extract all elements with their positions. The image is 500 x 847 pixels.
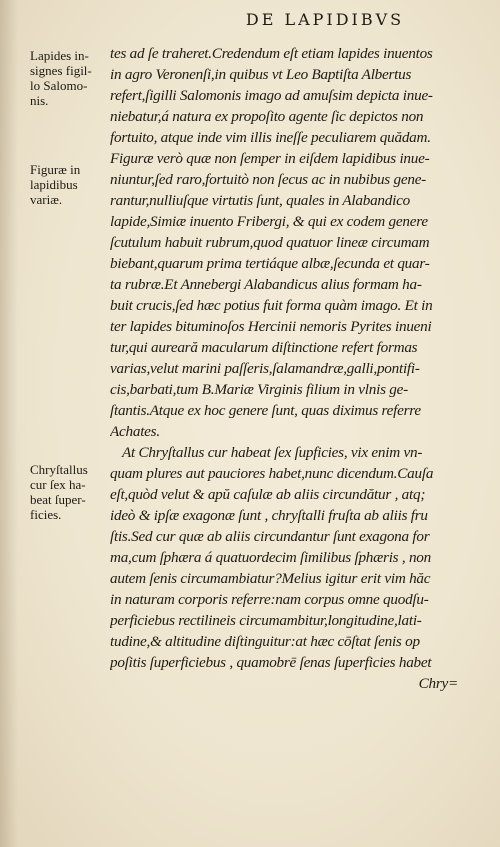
running-head: DE LAPIDIBVS [245, 10, 405, 29]
text-line: poſitis ſuperficiebus , quamobrē ſenas ſuperficies habet [110, 654, 432, 671]
text-line: tur,qui aureară macularum diſtinctione refert formas [110, 339, 418, 356]
margin-note-line: variæ. [30, 192, 63, 207]
text-line: ter lapides bituminoſos Hercinii nemoris Pyrites inueni [110, 318, 432, 335]
text-line: cis,barbati,tum B.Mariæ Virginis filium in vlnis ge- [110, 381, 408, 398]
text-line: Achates. [110, 423, 160, 440]
text-line: ſtis.Sed cur quæ ab aliis circundantur ſunt exagona for [110, 528, 430, 545]
text-line: ſcutulum habuit rubrum,quod quatuor lineæ circumam [110, 234, 430, 251]
text-line: At Chryſtallus cur habeat ſex ſupficies, vix enim vn- [122, 444, 423, 461]
margin-note-figurae [30, 162, 112, 207]
text-line: quam plures aut pauciores habet,nunc dicendum.Cauſa [110, 465, 434, 482]
text-line: ta rubræ.Et Annebergi Alabandicus alius formam ha- [110, 276, 422, 293]
margin-note-line: lo Salomo- [30, 78, 88, 93]
text-line: varias,velut marini paſſeris,ſalamandræ,galli,pontifi- [110, 360, 420, 377]
margin-note-line: ficies. [30, 507, 62, 522]
margin-note-line: cur ſex ha- [30, 477, 86, 492]
margin-note-line: Chryſtallus [30, 462, 88, 477]
text-line: autem ſenis circumambiatur?Melius igitur erit vim hăc [110, 570, 431, 587]
gutter-shadow [0, 0, 18, 847]
text-line: perficiebus rectilineis circumambitur,longitudine,lati- [110, 612, 422, 629]
margin-note-line: lapidibus [30, 177, 78, 192]
text-line: rantur,nulliuſque virtutis ſunt, quales in Alabandico [110, 192, 410, 209]
text-line: biebant,quarum prima tertiáque albæ,ſecunda et quar- [110, 255, 430, 272]
text-line: buit crucis,ſed hæc potius fuit forma quàm imago. Et in [110, 297, 433, 314]
text-line: ma,cum ſphæra á quatuordecim ſimilibus ſphæris , non [110, 549, 431, 566]
body-text [110, 43, 470, 694]
catchword: Chry= [418, 675, 458, 692]
margin-note-line: Figuræ in [30, 162, 81, 177]
margin-note-sigillum [30, 48, 112, 108]
text-line: in naturam corporis referre:nam corpus omne quodſu- [110, 591, 429, 608]
text-line: lapide,Simiæ inuento Fribergi, & qui ex codem genere [110, 213, 428, 230]
margin-note-line: Lapides in- [30, 48, 89, 63]
text-line: tudine,& altitudine diſtinguitur:at hæc cōſtat ſenis op [110, 633, 420, 650]
text-line: in agro Veronenſi,in quibus vt Leo Baptiſta Albertus [110, 66, 412, 83]
text-line: ſtantis.Atque ex hoc genere ſunt, quas diximus referre [110, 402, 421, 419]
text-line: eſt,quòd velut & apŭ caſulæ ab aliis circundătur , atq; [110, 486, 426, 503]
margin-note-line: signes figil- [30, 63, 92, 78]
text-line: Figuræ verò quæ non ſemper in eiſdem lapidibus inue- [110, 150, 430, 167]
text-line: tes ad ſe traheret.Credendum eſt etiam lapides inuentos [110, 45, 433, 62]
text-line: fortuito, atque inde vim illis ineſſe peculiarem quădam. [110, 129, 431, 146]
margin-note-line: beat ſuper- [30, 492, 86, 507]
margin-note-chrystallus [30, 462, 112, 522]
margin-note-line: nis. [30, 93, 49, 108]
text-line: refert,ſigilli Salomonis imago ad amuſsim depicta inue- [110, 87, 433, 104]
text-line: niuntur,ſed raro,fortuitò non ſecus ac in nubibus gene- [110, 171, 426, 188]
text-line: ideò & ipſæ exagonæ ſunt , chryſtalli fruſta ab aliis fru [110, 507, 428, 524]
text-line: niebatur,á natura ex propoſito agente ſic depictos non [110, 108, 424, 125]
